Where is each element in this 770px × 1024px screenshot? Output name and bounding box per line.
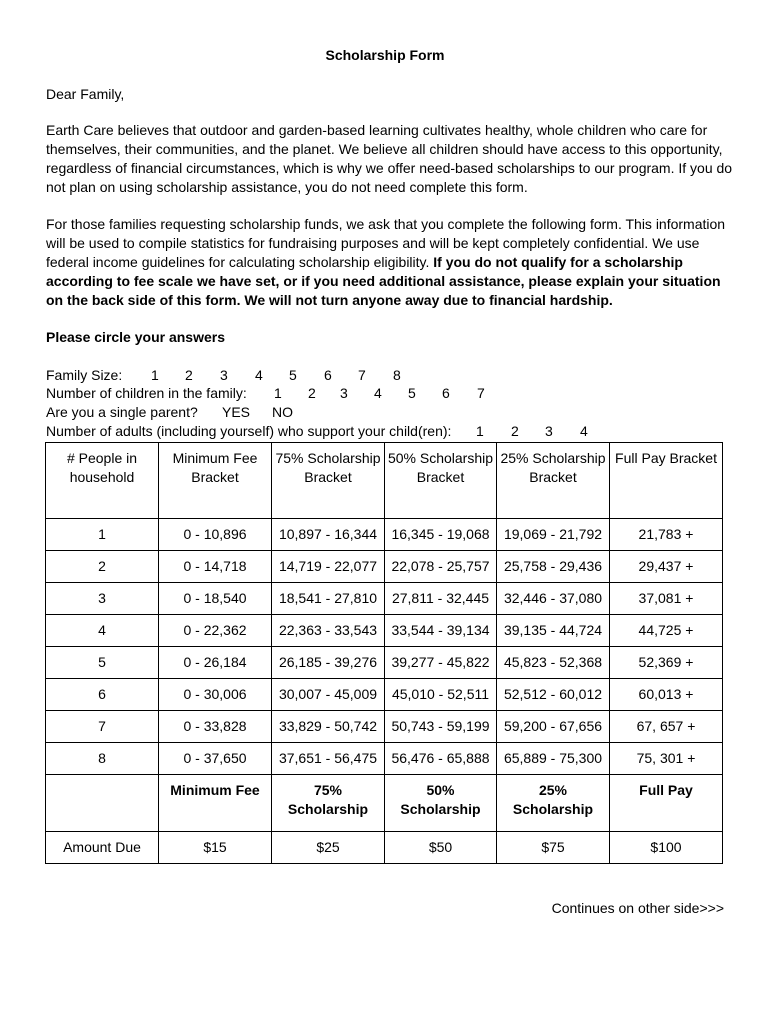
children-count-label: Number of children in the family: — [46, 385, 247, 401]
fee-label-cell: 25% Scholarship — [497, 775, 610, 832]
table-cell: 16,345 - 19,068 — [385, 519, 497, 551]
family-size-option[interactable]: 7 — [358, 367, 366, 383]
table-cell: 0 - 22,362 — [159, 615, 272, 647]
instructions-paragraph — [46, 215, 736, 310]
family-size-question — [46, 366, 401, 385]
table-cell: 37,081 + — [610, 583, 723, 615]
table-cell: 19,069 - 21,792 — [497, 519, 610, 551]
single-parent-no-option[interactable]: NO — [272, 404, 293, 420]
family-size-option[interactable]: 2 — [185, 367, 193, 383]
family-size-option[interactable]: 3 — [220, 367, 228, 383]
table-cell: 21,783 + — [610, 519, 723, 551]
column-header: Full Pay Bracket — [610, 443, 723, 519]
table-cell: 1 — [46, 519, 159, 551]
children-count-option[interactable]: 4 — [374, 385, 382, 401]
table-row — [46, 519, 723, 551]
table-cell: 0 - 33,828 — [159, 711, 272, 743]
table-cell: 60,013 + — [610, 679, 723, 711]
table-cell: 52,512 - 60,012 — [497, 679, 610, 711]
table-cell: 22,078 - 25,757 — [385, 551, 497, 583]
table-cell: 5 — [46, 647, 159, 679]
amount-due-label: Amount Due — [46, 832, 159, 864]
family-size-option[interactable]: 6 — [324, 367, 332, 383]
table-cell: 18,541 - 27,810 — [272, 583, 385, 615]
children-count-option[interactable]: 3 — [340, 385, 348, 401]
fee-label-row — [46, 775, 723, 832]
column-header: 50% Scholarship Bracket — [385, 443, 497, 519]
table-row — [46, 551, 723, 583]
circle-answers-heading: Please circle your answers — [46, 329, 225, 345]
table-cell: 45,010 - 52,511 — [385, 679, 497, 711]
children-count-option[interactable]: 2 — [308, 385, 316, 401]
family-size-option[interactable]: 4 — [255, 367, 263, 383]
table-cell: 0 - 10,896 — [159, 519, 272, 551]
table-row — [46, 615, 723, 647]
table-cell: 0 - 18,540 — [159, 583, 272, 615]
single-parent-yes-option[interactable]: YES — [222, 404, 251, 420]
table-row — [46, 711, 723, 743]
table-row — [46, 679, 723, 711]
table-cell: 56,476 - 65,888 — [385, 743, 497, 775]
table-header-row — [46, 443, 723, 519]
table-cell: 37,651 - 56,475 — [272, 743, 385, 775]
table-cell: 8 — [46, 743, 159, 775]
column-header: 25% Scholarship Bracket — [497, 443, 610, 519]
table-cell: 39,277 - 45,822 — [385, 647, 497, 679]
table-cell: 0 - 26,184 — [159, 647, 272, 679]
table-cell: 50,743 - 59,199 — [385, 711, 497, 743]
supporting-adults-option[interactable]: 4 — [580, 423, 588, 439]
column-header: Minimum Fee Bracket — [159, 443, 272, 519]
table-cell: 0 - 14,718 — [159, 551, 272, 583]
table-cell: 25,758 - 29,436 — [497, 551, 610, 583]
continues-note: Continues on other side>>> — [551, 900, 724, 916]
table-cell: 52,369 + — [610, 647, 723, 679]
table-cell — [46, 775, 159, 832]
table-cell: 0 - 30,006 — [159, 679, 272, 711]
supporting-adults-label: Number of adults (including yourself) who support your child(ren): — [46, 423, 452, 439]
family-size-option[interactable]: 8 — [393, 367, 401, 383]
table-cell: 39,135 - 44,724 — [497, 615, 610, 647]
table-cell: 67, 657 + — [610, 711, 723, 743]
table-row — [46, 743, 723, 775]
greeting: Dear Family, — [46, 86, 125, 102]
table-cell: 65,889 - 75,300 — [497, 743, 610, 775]
table-cell: 27,811 - 32,445 — [385, 583, 497, 615]
family-size-option[interactable]: 1 — [151, 367, 159, 383]
table-row — [46, 647, 723, 679]
children-count-question — [46, 384, 485, 403]
table-cell: 6 — [46, 679, 159, 711]
page-title: Scholarship Form — [325, 47, 445, 63]
amount-cell: $50 — [385, 832, 497, 864]
amount-cell: $100 — [610, 832, 723, 864]
table-cell: 14,719 - 22,077 — [272, 551, 385, 583]
intro-paragraph: Earth Care believes that outdoor and garden-based learning cultivates healthy, whole children who care for themselves, their communities, and the planet. We believe all children should have access to this opportunity, regardless of financial circumstances, which is why we offer need-based scholarships to our program. If you do not plan on using scholarship assistance, you do not need complete this form. — [46, 122, 733, 195]
instructions-bold-text: If you do not qualify for a scholarship according to fee scale we have set, or if you need additional assistance, please explain your situation on the back side of this form. We will not turn anyone away due to financial hardship. — [46, 254, 721, 308]
table-row — [46, 583, 723, 615]
children-count-option[interactable]: 1 — [274, 385, 282, 401]
amount-due-row — [46, 832, 723, 864]
table-cell: 3 — [46, 583, 159, 615]
table-cell: 29,437 + — [610, 551, 723, 583]
table-cell: 7 — [46, 711, 159, 743]
table-cell: 33,829 - 50,742 — [272, 711, 385, 743]
table-cell: 33,544 - 39,134 — [385, 615, 497, 647]
instructions-text: For those families requesting scholarship funds, we ask that you complete the following form. This information will be used to compile statistics for fundraising purposes and will be kept completely confidential. We use federal income guidelines for calculating scholarship eligibility. — [46, 216, 726, 270]
single-parent-question — [46, 403, 293, 422]
amount-cell: $15 — [159, 832, 272, 864]
single-parent-label: Are you a single parent? — [46, 404, 198, 420]
family-size-option[interactable]: 5 — [289, 367, 297, 383]
supporting-adults-option[interactable]: 3 — [545, 423, 553, 439]
fee-label-cell: Full Pay — [610, 775, 723, 832]
fee-scale-table — [45, 442, 723, 864]
table-cell: 45,823 - 52,368 — [497, 647, 610, 679]
children-count-option[interactable]: 7 — [477, 385, 485, 401]
fee-label-cell: 50% Scholarship — [385, 775, 497, 832]
column-header: # People in household — [46, 443, 159, 519]
children-count-option[interactable]: 6 — [442, 385, 450, 401]
table-cell: 59,200 - 67,656 — [497, 711, 610, 743]
column-header: 75% Scholarship Bracket — [272, 443, 385, 519]
table-cell: 10,897 - 16,344 — [272, 519, 385, 551]
table-cell: 22,363 - 33,543 — [272, 615, 385, 647]
table-cell: 32,446 - 37,080 — [497, 583, 610, 615]
family-size-label: Family Size: — [46, 367, 123, 383]
supporting-adults-option[interactable]: 1 — [476, 423, 484, 439]
supporting-adults-option[interactable]: 2 — [511, 423, 519, 439]
amount-cell: $75 — [497, 832, 610, 864]
table-cell: 4 — [46, 615, 159, 647]
children-count-option[interactable]: 5 — [408, 385, 416, 401]
table-cell: 26,185 - 39,276 — [272, 647, 385, 679]
table-cell: 75, 301 + — [610, 743, 723, 775]
table-cell: 30,007 - 45,009 — [272, 679, 385, 711]
table-cell: 0 - 37,650 — [159, 743, 272, 775]
supporting-adults-question — [46, 422, 588, 441]
table-cell: 44,725 + — [610, 615, 723, 647]
table-cell: 2 — [46, 551, 159, 583]
amount-cell: $25 — [272, 832, 385, 864]
fee-label-cell: 75% Scholarship — [272, 775, 385, 832]
fee-label-cell: Minimum Fee — [159, 775, 272, 832]
